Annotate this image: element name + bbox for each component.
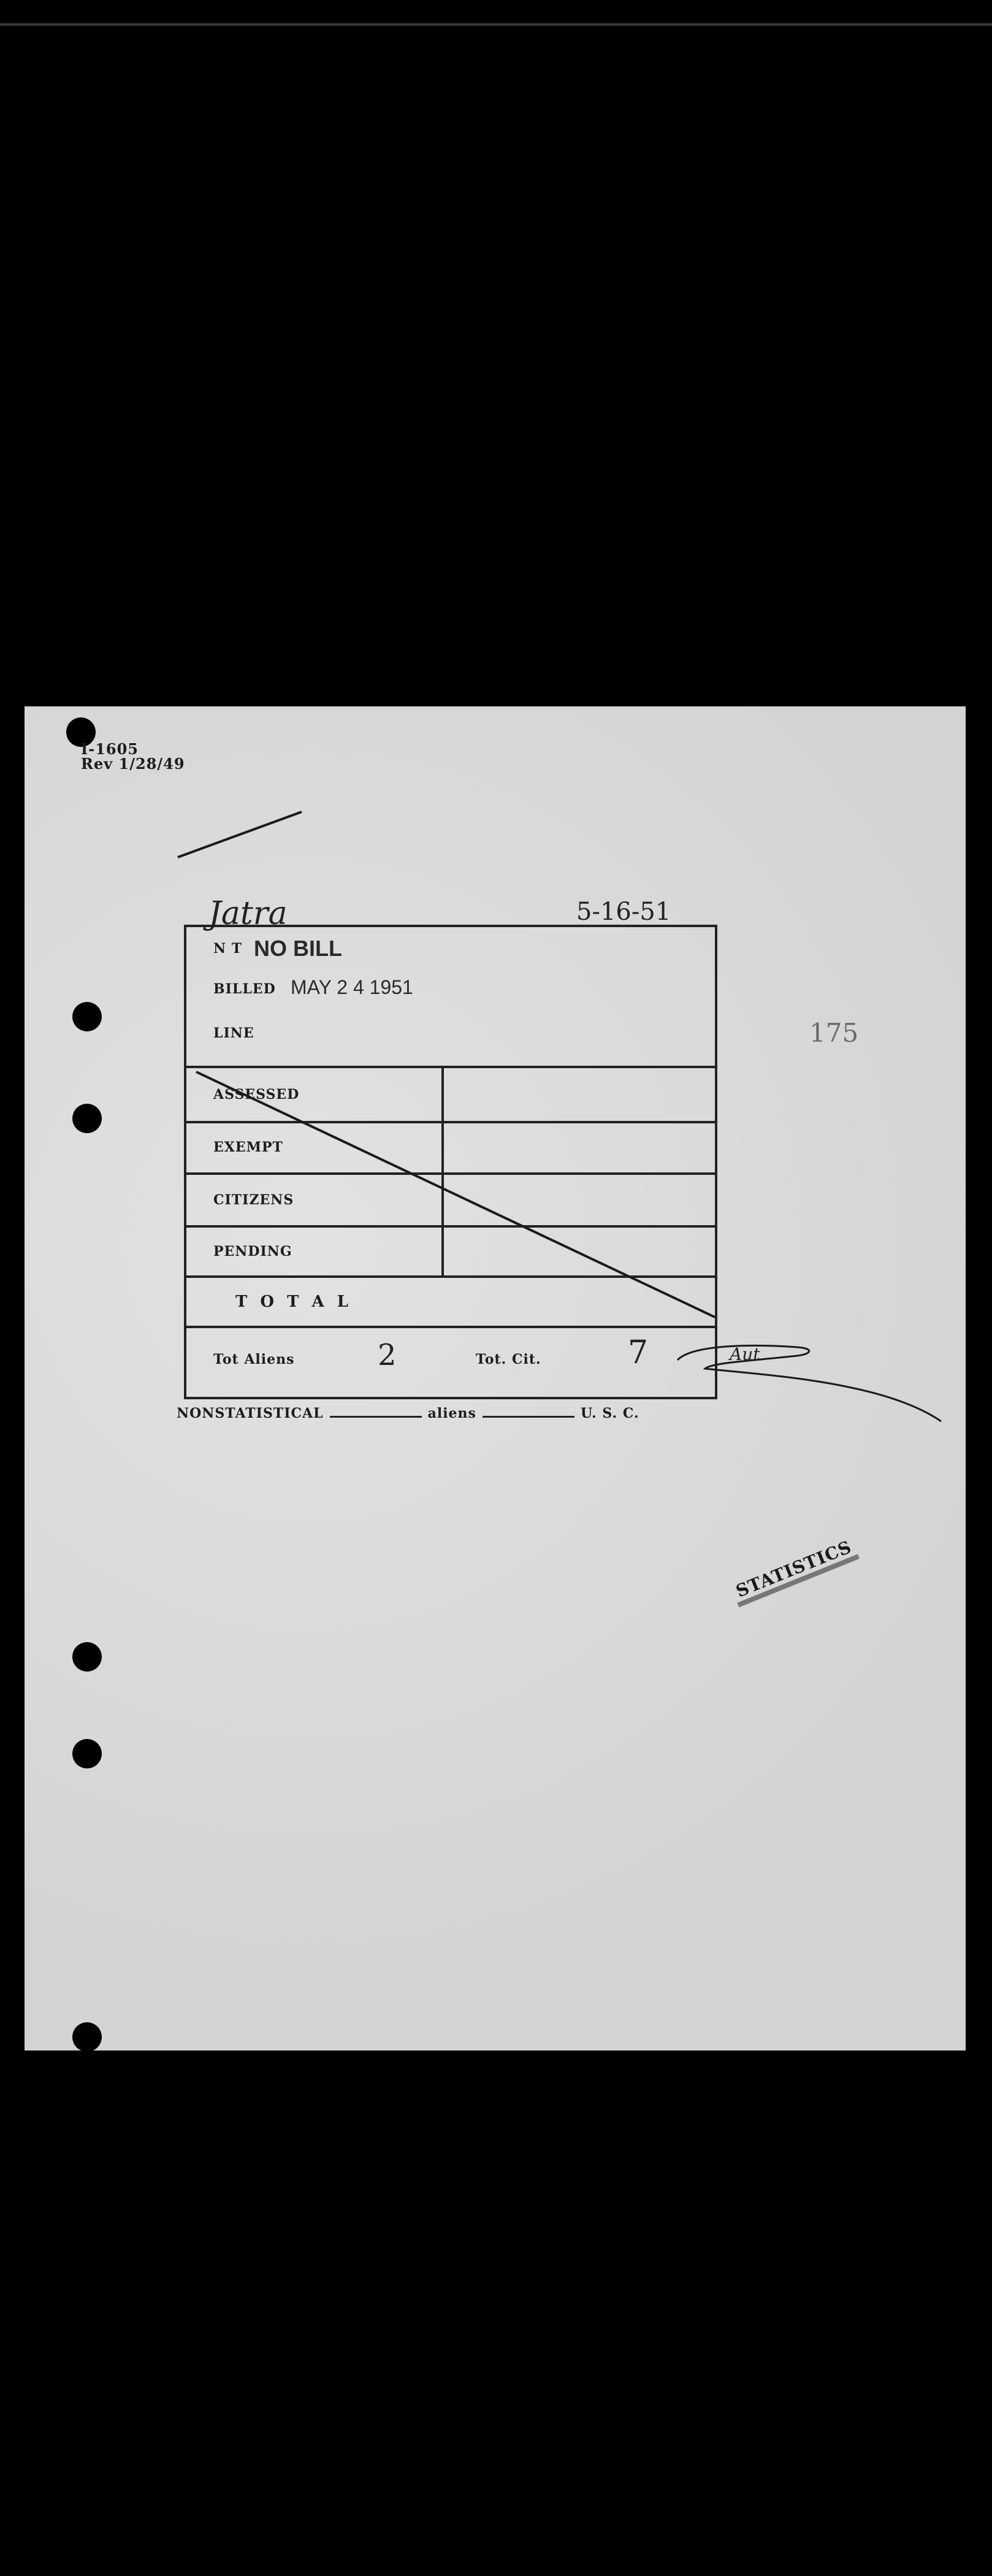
- no-bill-stamp: NO BILL: [254, 936, 342, 961]
- scan-border-line: [0, 23, 992, 26]
- form-revision: Rev 1/28/49: [81, 755, 185, 773]
- nonstatistical-blank: [330, 1416, 422, 1418]
- name-strike-line: [178, 812, 302, 857]
- tot-cit-value: 7: [628, 1334, 649, 1371]
- pen-marks: [25, 706, 966, 2050]
- handwritten-date: 5-16-51: [576, 898, 671, 926]
- nt-label: N T: [213, 941, 243, 957]
- row-label-assessed: ASSESSED: [213, 1087, 300, 1103]
- nonstatistical-line: [177, 1405, 639, 1421]
- row-label-pending: PENDING: [213, 1244, 292, 1259]
- tot-aliens-label: Tot Aliens: [213, 1351, 295, 1367]
- tot-aliens-value: 2: [378, 1338, 397, 1372]
- aliens-blank: [483, 1416, 574, 1418]
- form-code: I-1605: [81, 740, 139, 758]
- signature-flourish: [677, 1345, 941, 1421]
- usc-label: U. S. C.: [580, 1405, 639, 1421]
- row-label-citizens: CITIZENS: [213, 1192, 294, 1208]
- billed-label: BILLED: [213, 981, 276, 997]
- nonstatistical-label: NONSTATISTICAL: [177, 1405, 324, 1421]
- row-label-exempt: EXEMPT: [213, 1139, 283, 1155]
- tot-cit-label: Tot. Cit.: [476, 1351, 541, 1367]
- diagonal-strike-line: [196, 1072, 715, 1317]
- billed-date-stamp: MAY 2 4 1951: [291, 976, 413, 998]
- total-label: T O T A L: [235, 1293, 353, 1311]
- page-number: 175: [809, 1018, 859, 1048]
- line-label: LINE: [213, 1025, 254, 1041]
- handwritten-name: Jatra: [208, 895, 288, 932]
- document-page: [25, 706, 966, 2050]
- handwritten-initials: Aut: [730, 1344, 760, 1364]
- aliens-label: aliens: [427, 1405, 476, 1421]
- statistics-stamp: STATISTICS: [730, 1535, 860, 1608]
